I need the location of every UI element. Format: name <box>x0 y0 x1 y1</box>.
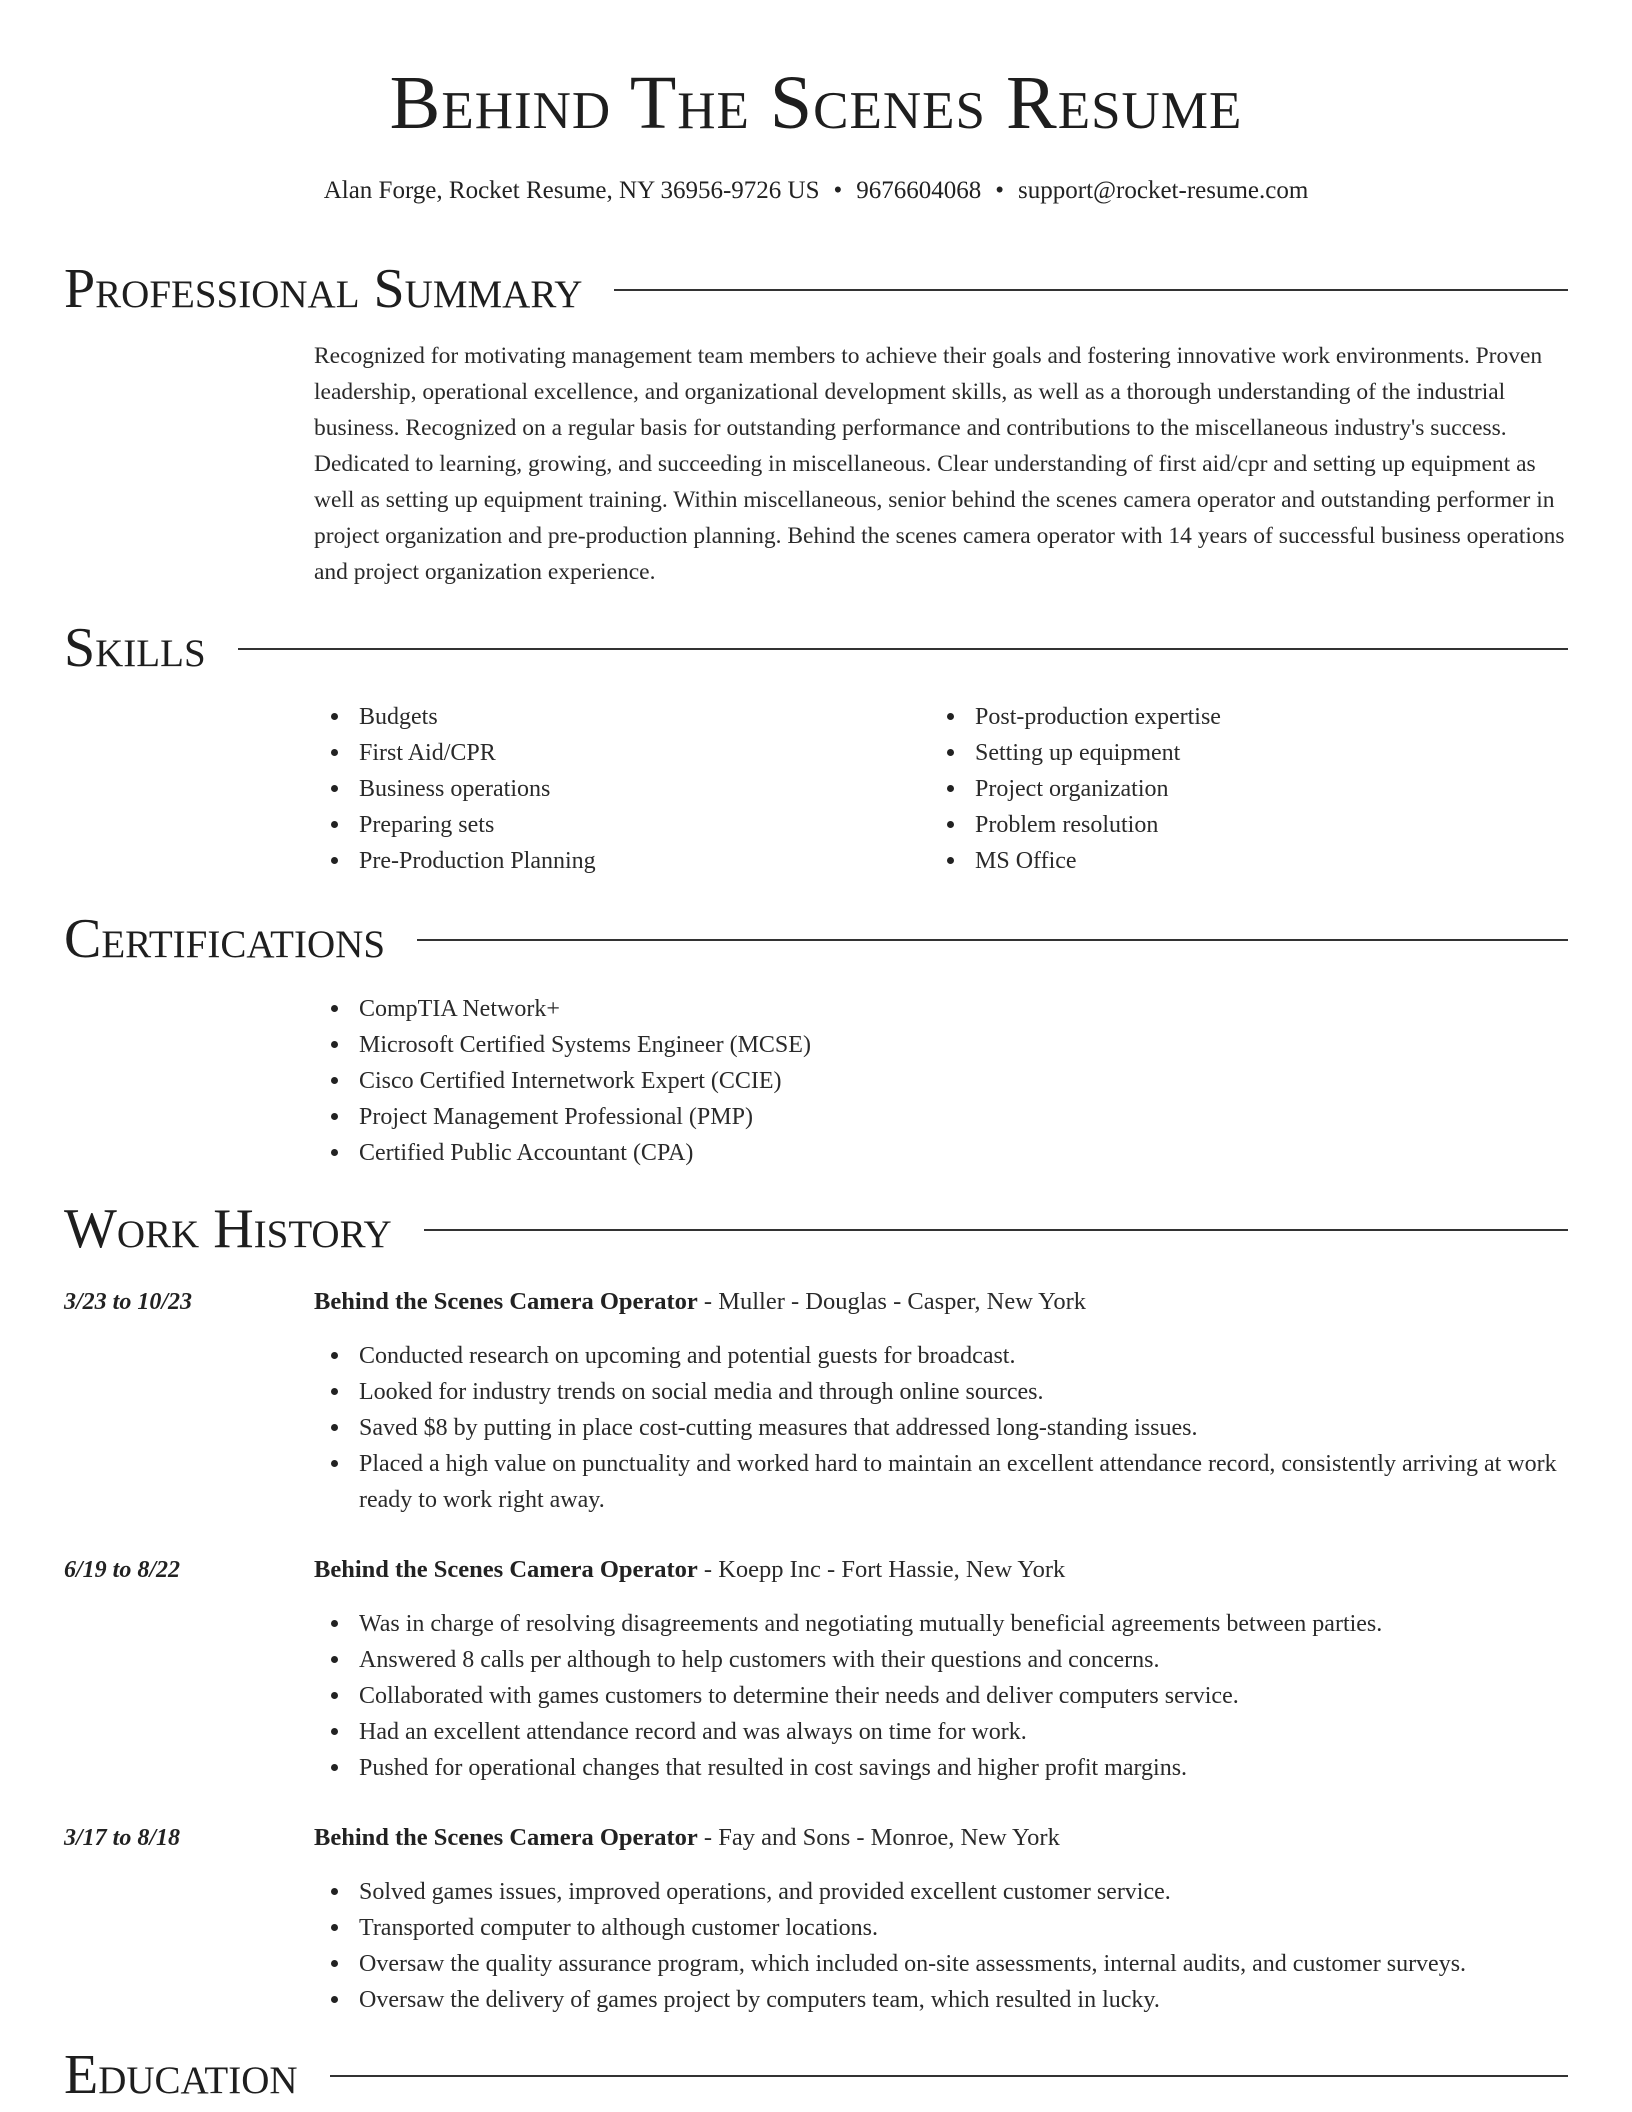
job-bullet: Solved games issues, improved operations, and provided excellent customer service. <box>314 1874 1568 1910</box>
skill-item: Problem resolution <box>930 807 1568 843</box>
job-bullet: Looked for industry trends on social media and through online sources. <box>314 1374 1568 1410</box>
resume-title: Behind The Scenes Resume <box>389 61 1243 145</box>
skill-item: Business operations <box>314 771 914 807</box>
job-bullet: Answered 8 calls per although to help customers with their questions and concerns. <box>314 1642 1568 1678</box>
section-title: Certifications <box>64 908 386 970</box>
job-dates: 3/23 to 10/23 <box>64 1289 193 1315</box>
section-title: Education <box>64 2044 298 2106</box>
section-divider <box>238 648 1568 650</box>
certification-item: CompTIA Network+ <box>314 991 1568 1027</box>
job-bullet: Saved $8 by putting in place cost-cutting measures that addressed long-standing issues. <box>314 1410 1568 1446</box>
contact-email: support@rocket-resume.com <box>1018 177 1309 204</box>
job-bullet: Conducted research on upcoming and potential guests for broadcast. <box>314 1338 1568 1374</box>
job-heading <box>314 1552 1568 1588</box>
certification-item: Cisco Certified Internetwork Expert (CCIE) <box>314 1063 1568 1099</box>
section-divider <box>330 2075 1568 2077</box>
certification-item: Project Management Professional (PMP) <box>314 1099 1568 1135</box>
contact-line <box>0 174 1632 208</box>
summary-paragraph: Recognized for motivating management team members to achieve their goals and fostering innovative work environments. Proven leadership, operational excellence, and organizational development skills, as well as a thorough understanding of the industrial business. Recognized on a regular basis for outstanding performance and contributions to the miscellaneous industry's success. Dedicated to learning, growing, and succeeding in miscellaneous. Clear understanding of first aid/cpr and setting up equipment as well as setting up equipment training. Within miscellaneous, senior behind the scenes camera operator and outstanding performer in project organization and pre-production planning. Behind the scenes camera operator with 14 years of successful business operations and project organization experience. <box>314 343 1565 585</box>
section-heading-work-history <box>64 1194 1568 1264</box>
job-bullet: Oversaw the delivery of games project by computers team, which resulted in lucky. <box>314 1982 1568 2018</box>
job-employer: - Muller - Douglas - Casper, New York <box>697 1288 1087 1315</box>
job-bullet: Placed a high value on punctuality and worked hard to maintain an excellent attendance record, consistently arriving at work ready to work right away. <box>314 1446 1568 1518</box>
skill-item: MS Office <box>930 843 1568 879</box>
job-heading <box>314 1284 1568 1320</box>
job-heading <box>314 1820 1568 1856</box>
skill-item: Setting up equipment <box>930 735 1568 771</box>
skill-item: Pre-Production Planning <box>314 843 914 879</box>
section-heading-education <box>64 2040 1568 2110</box>
section-title: Skills <box>64 617 206 679</box>
certification-item: Microsoft Certified Systems Engineer (MCSE) <box>314 1027 1568 1063</box>
certifications-list <box>314 991 1568 1171</box>
job-dates: 6/19 to 8/22 <box>64 1557 181 1583</box>
job-title: Behind the Scenes Camera Operator <box>314 1288 698 1315</box>
section-title: Professional Summary <box>64 258 583 320</box>
job-bullets <box>314 1606 1568 1786</box>
skill-item: Budgets <box>314 699 914 735</box>
job-employer: - Koepp Inc - Fort Hassie, New York <box>697 1556 1066 1583</box>
skill-item: Preparing sets <box>314 807 914 843</box>
certification-item: Certified Public Accountant (CPA) <box>314 1135 1568 1171</box>
skill-item: Post-production expertise <box>930 699 1568 735</box>
section-heading-certifications <box>64 904 1568 974</box>
job-bullets <box>314 1874 1568 2018</box>
separator-dot: • <box>995 177 1005 204</box>
job-employer: - Fay and Sons - Monroe, New York <box>697 1824 1060 1851</box>
skills-list-right <box>930 699 1568 879</box>
section-title: Work History <box>64 1198 392 1260</box>
job-bullet: Transported computer to although customer locations. <box>314 1910 1568 1946</box>
section-divider <box>614 289 1568 291</box>
job-bullet: Oversaw the quality assurance program, which included on-site assessments, internal audits, and customer surveys. <box>314 1946 1568 1982</box>
job-bullet: Pushed for operational changes that resulted in cost savings and higher profit margins. <box>314 1750 1568 1786</box>
contact-address: Alan Forge, Rocket Resume, NY 36956-9726 US <box>323 177 820 204</box>
job-bullet: Was in charge of resolving disagreements and negotiating mutually beneficial agreements between parties. <box>314 1606 1568 1642</box>
job-title: Behind the Scenes Camera Operator <box>314 1556 698 1583</box>
section-heading-skills <box>64 613 1568 683</box>
job-title: Behind the Scenes Camera Operator <box>314 1824 698 1851</box>
contact-phone: 9676604068 <box>856 177 982 204</box>
job-bullets <box>314 1338 1568 1518</box>
skills-list-left <box>314 699 914 879</box>
section-heading-summary <box>64 254 1568 324</box>
section-divider <box>417 939 1568 941</box>
skill-item: Project organization <box>930 771 1568 807</box>
separator-dot: • <box>833 177 843 204</box>
section-divider <box>424 1229 1568 1231</box>
job-dates: 3/17 to 8/18 <box>64 1825 181 1851</box>
skill-item: First Aid/CPR <box>314 735 914 771</box>
job-bullet: Collaborated with games customers to determine their needs and deliver computers service. <box>314 1678 1568 1714</box>
job-bullet: Had an excellent attendance record and was always on time for work. <box>314 1714 1568 1750</box>
